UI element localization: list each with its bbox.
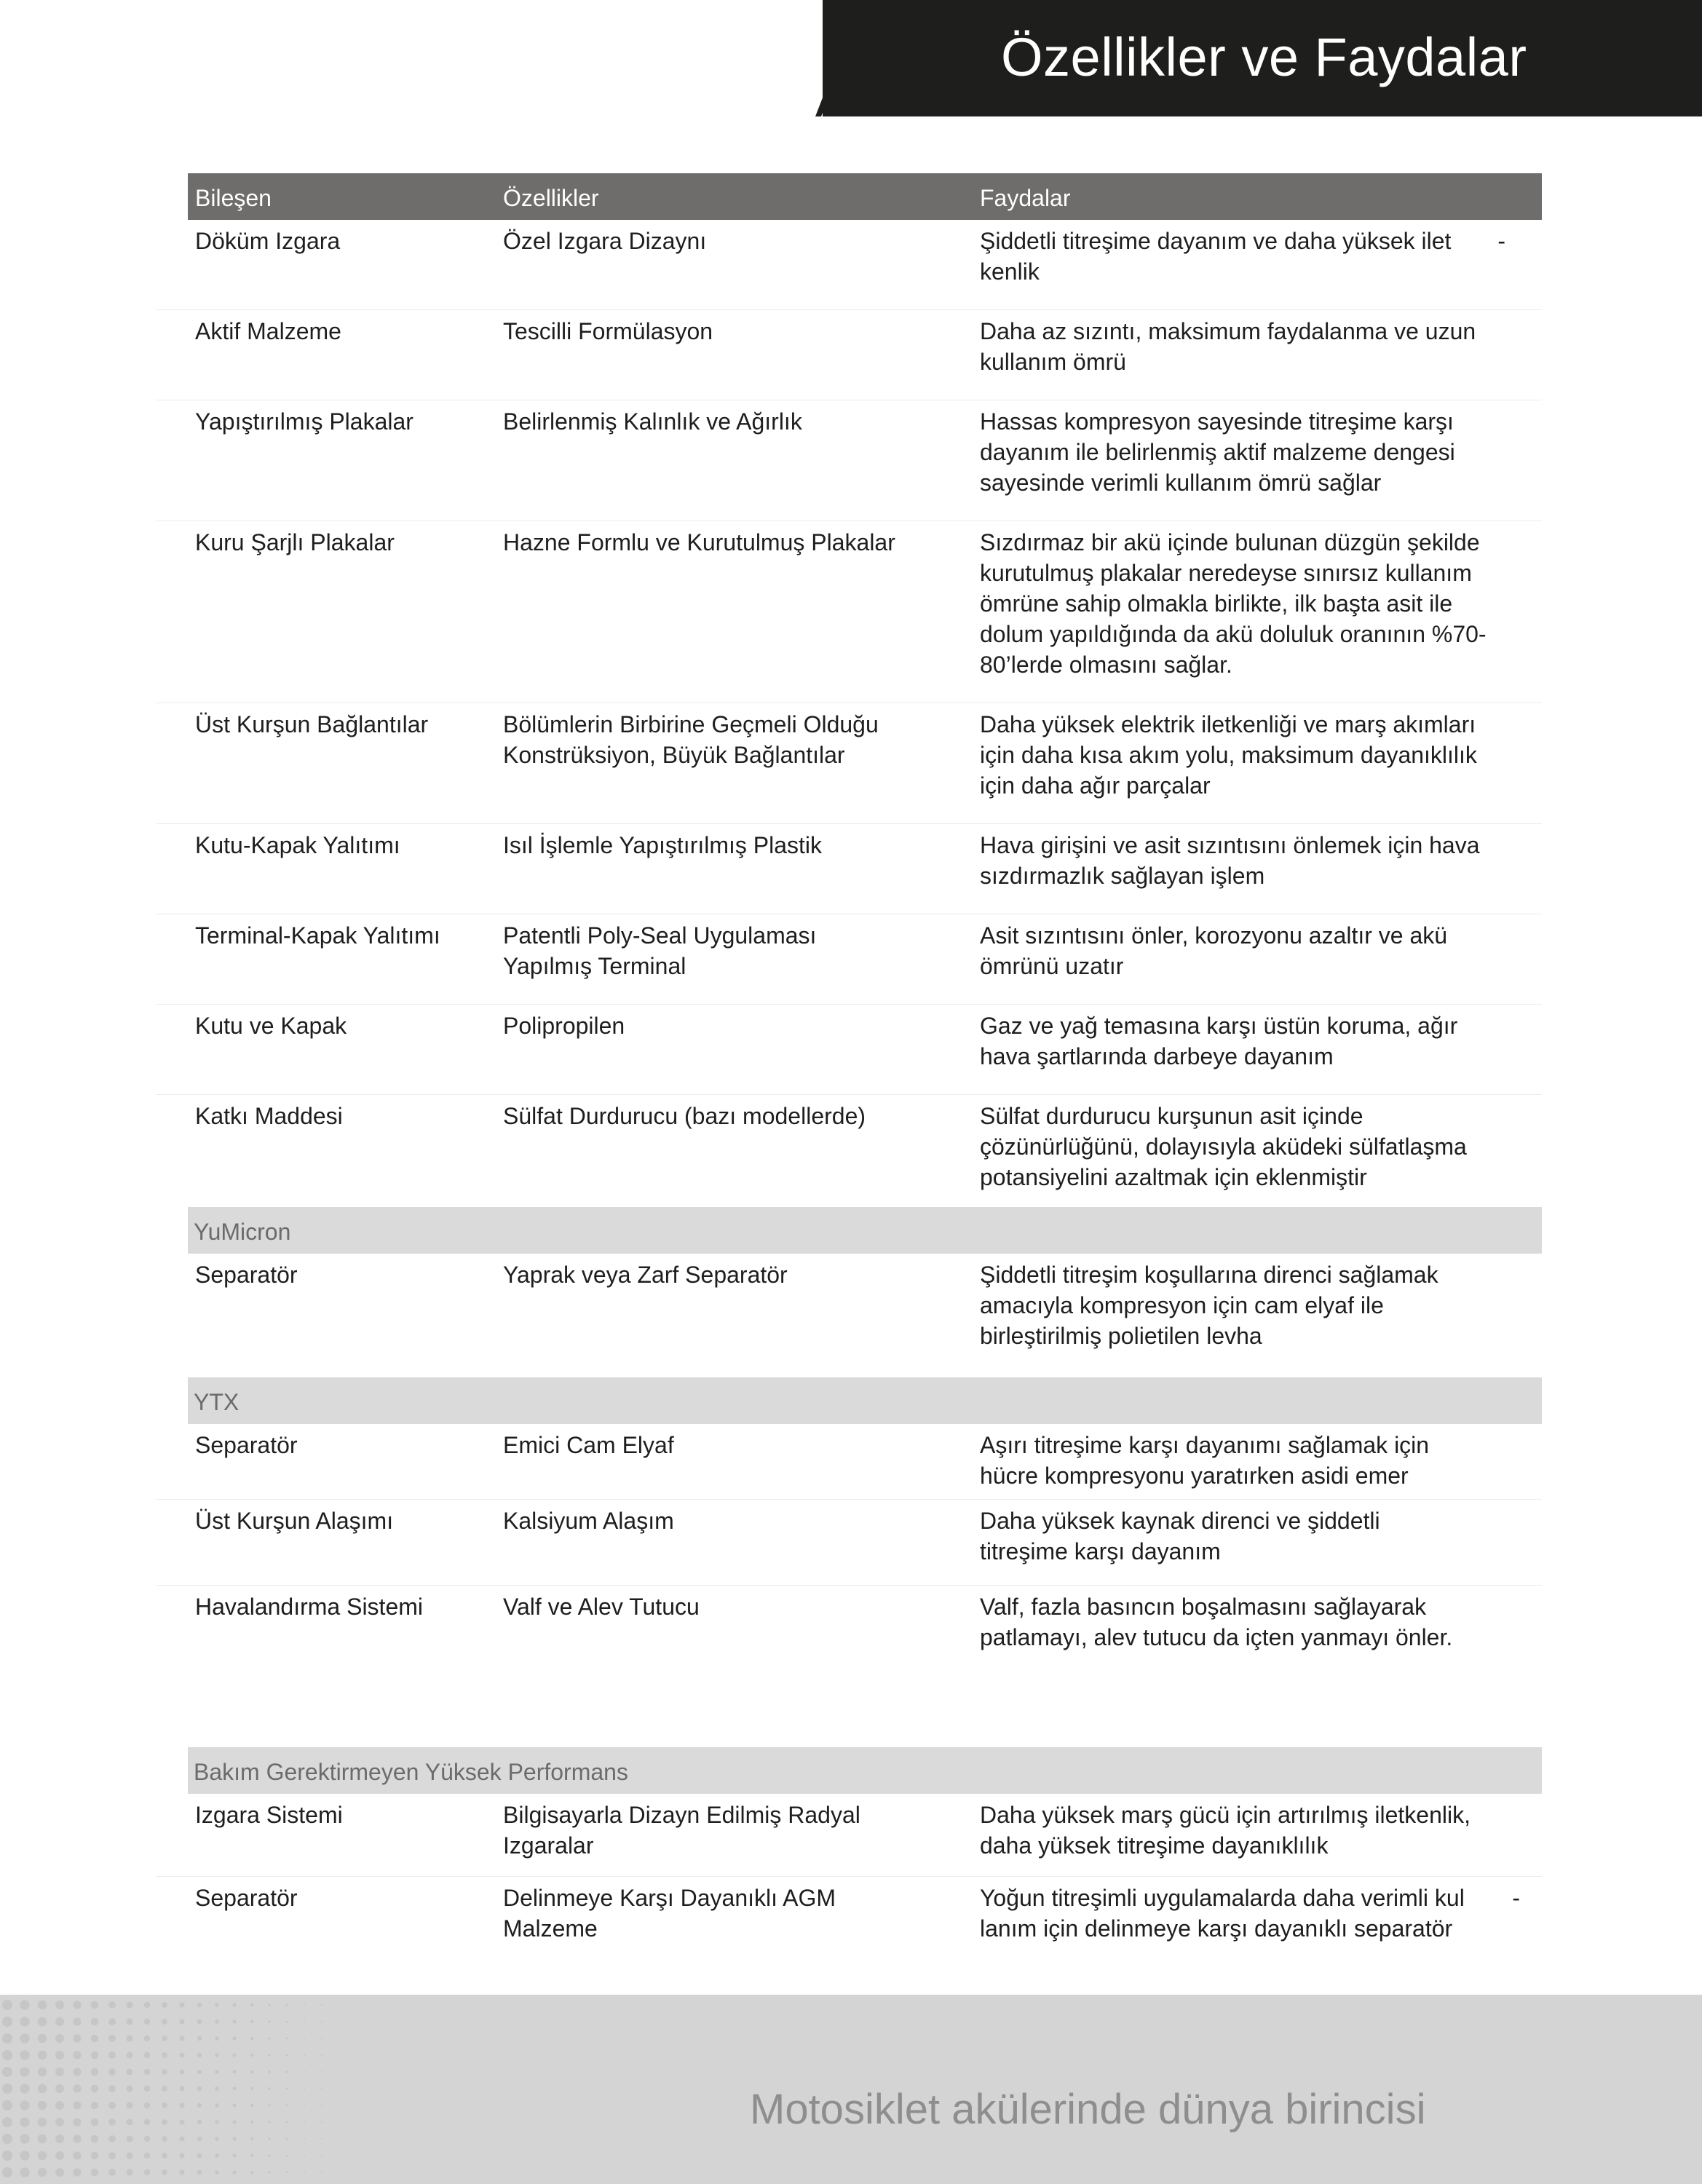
footer-tagline: Motosiklet akülerinde dünya birincisi	[750, 2086, 1426, 2133]
dot	[250, 2104, 253, 2107]
component-cell: Separatör	[195, 1885, 298, 1911]
dot	[197, 2120, 202, 2124]
table-row	[188, 1005, 1542, 1095]
dot	[20, 2033, 29, 2043]
feature-cell: Emici Cam Elyaf	[503, 1432, 674, 1458]
component-cell: Terminal-Kapak Yalıtımı	[195, 922, 440, 949]
dot	[321, 2071, 322, 2073]
benefit-cell: Şiddetli titreşime dayanım ve daha yüksek ilet kenlik	[980, 228, 1452, 285]
dot	[73, 2051, 81, 2059]
dot	[55, 2151, 64, 2160]
dot	[215, 2070, 219, 2074]
dot	[180, 2153, 185, 2159]
feature-cell: Yaprak veya Zarf Separatör	[503, 1262, 788, 1288]
dot	[321, 2021, 322, 2022]
dot	[108, 2052, 116, 2059]
dot	[73, 2034, 81, 2042]
dot	[304, 2071, 305, 2073]
dot	[268, 2037, 271, 2040]
dot	[250, 2171, 253, 2174]
dot	[304, 2021, 305, 2022]
benefit-cell: Sülfat durdurucu kurşunun asit içinde çözünürlüğünü, dolayısıyla aküdeki sülfatlaşma potansiyelini azaltmak için eklenmiştir	[980, 1103, 1467, 1190]
component-cell: Yapıştırılmış Plakalar	[195, 408, 413, 435]
dot	[126, 2118, 132, 2125]
section-title: YTX	[194, 1389, 240, 1415]
section-title: Bakım Gerektirmeyen Yüksek Performans	[194, 1759, 628, 1785]
dot	[162, 2086, 167, 2092]
table-row	[188, 220, 1542, 310]
section-title: YuMicron	[194, 1219, 291, 1245]
dot	[268, 2054, 271, 2057]
dot	[2, 2117, 12, 2127]
table-row	[188, 703, 1542, 824]
dot	[20, 2084, 29, 2093]
dot	[126, 2169, 132, 2175]
dot	[73, 2151, 81, 2159]
table-row	[188, 824, 1542, 914]
dot	[91, 2169, 99, 2177]
dot	[180, 2103, 185, 2108]
dot	[304, 2172, 305, 2173]
benefit-cell: Daha yüksek marş gücü için artırılmış iletkenlik, daha yüksek titreşime dayanıklılık	[980, 1802, 1471, 1859]
dot	[91, 2052, 99, 2060]
table-row	[188, 310, 1542, 400]
stripes-decoration	[815, 0, 990, 116]
dot	[126, 2068, 132, 2075]
dot	[126, 2152, 132, 2159]
dot	[304, 2088, 305, 2089]
dot	[215, 2003, 219, 2007]
dot	[304, 2004, 305, 2006]
dot	[38, 2068, 47, 2077]
column-header-component: Bileşen	[195, 185, 272, 211]
dot	[55, 2084, 64, 2093]
dot	[91, 2035, 99, 2043]
dot	[126, 2052, 132, 2058]
dot	[233, 2137, 237, 2141]
dot	[180, 2003, 185, 2008]
dot	[321, 2172, 322, 2173]
dot	[55, 2017, 64, 2026]
dot	[215, 2086, 219, 2091]
dot	[162, 2102, 167, 2108]
dot	[55, 2051, 64, 2060]
dot	[250, 2087, 253, 2090]
dot	[321, 2004, 322, 2006]
dot	[180, 2036, 185, 2041]
feature-cell: Patentli Poly-Seal Uygulaması Yapılmış Terminal	[503, 922, 817, 979]
dot	[2, 2151, 12, 2161]
dot	[38, 2101, 47, 2110]
table-row	[188, 1500, 1542, 1586]
dot	[304, 2054, 305, 2056]
dot	[197, 2070, 202, 2074]
dot	[144, 2086, 150, 2092]
dot	[91, 2085, 99, 2093]
dot	[55, 2068, 64, 2076]
dot	[2, 2167, 12, 2177]
dot	[20, 2100, 29, 2110]
dot	[144, 2136, 150, 2142]
dot	[91, 2018, 99, 2026]
dot	[250, 2070, 253, 2073]
dot	[180, 2120, 185, 2125]
dot	[215, 2103, 219, 2108]
dot	[233, 2054, 237, 2057]
dot	[286, 2054, 288, 2057]
dot	[180, 2137, 185, 2142]
dot	[126, 2018, 132, 2025]
dot	[321, 2054, 322, 2056]
dot	[126, 2102, 132, 2108]
dot	[180, 2070, 185, 2075]
component-cell: Separatör	[195, 1432, 298, 1458]
dot	[250, 2154, 253, 2157]
dot	[233, 2003, 237, 2007]
dot	[20, 2151, 29, 2160]
dot	[180, 2086, 185, 2092]
dot	[73, 2168, 81, 2176]
dot	[162, 2153, 167, 2159]
dot	[215, 2153, 219, 2158]
feature-cell: Kalsiyum Alaşım	[503, 1508, 674, 1534]
benefit-cell: Yoğun titreşimli uygulamalarda daha verimli kul lanım için delinmeye karşı dayanıklı separatör	[980, 1885, 1465, 1942]
dot	[126, 2035, 132, 2041]
dot	[91, 2001, 99, 2009]
dot	[233, 2020, 237, 2024]
dot	[55, 2168, 64, 2177]
table-row	[188, 1794, 1542, 1877]
dot	[321, 2038, 322, 2039]
dot	[91, 2118, 99, 2126]
dot	[20, 2017, 29, 2026]
dot	[197, 2086, 202, 2091]
dot	[38, 2084, 47, 2094]
dot	[144, 2119, 150, 2125]
component-cell: Kutu ve Kapak	[195, 1013, 347, 1039]
dot	[286, 2038, 288, 2040]
dot	[2, 2017, 12, 2027]
table-row	[188, 1095, 1542, 1207]
benefit-cell: Aşırı titreşime karşı dayanımı sağlamak için hücre kompresyonu yaratırken asidi emer	[980, 1432, 1430, 1489]
dot	[215, 2053, 219, 2057]
dot	[304, 2105, 305, 2106]
dot	[162, 2019, 167, 2025]
dot	[55, 2001, 64, 2009]
dot	[250, 2020, 253, 2023]
dot	[38, 2151, 47, 2161]
dot	[321, 2121, 322, 2123]
dot	[91, 2068, 99, 2076]
dot	[38, 2017, 47, 2027]
dot	[180, 2170, 185, 2175]
dot	[268, 2070, 271, 2073]
dot	[108, 2169, 116, 2176]
dot	[215, 2019, 219, 2024]
benefit-cell: Asit sızıntısını önler, korozyonu azaltır ve akü ömrünü uzatır	[980, 922, 1448, 979]
dot	[108, 2102, 116, 2109]
table-row	[188, 400, 1542, 521]
component-cell: Katkı Maddesi	[195, 1103, 343, 1129]
dot	[73, 2068, 81, 2076]
table-row	[188, 914, 1542, 1005]
features-table	[188, 173, 1542, 1964]
dot	[321, 2088, 322, 2089]
benefit-cell: Gaz ve yağ temasına karşı üstün koruma, ağır hava şartlarında darbeye dayanım	[980, 1013, 1458, 1069]
component-cell: Separatör	[195, 1262, 298, 1288]
dot	[144, 2102, 150, 2108]
dot	[20, 2050, 29, 2060]
dot	[108, 2135, 116, 2143]
feature-cell: Tescilli Formülasyon	[503, 318, 713, 344]
dot	[215, 2036, 219, 2041]
dot	[268, 2154, 271, 2157]
feature-cell: Polipropilen	[503, 1013, 625, 1039]
dot	[268, 2003, 271, 2006]
dot	[126, 2085, 132, 2092]
component-cell: Üst Kurşun Bağlantılar	[195, 711, 429, 737]
dot	[286, 2138, 288, 2140]
benefit-cell: Daha yüksek elektrik iletkenliği ve marş akımları için daha kısa akım yolu, maksimum dayanıklılık için daha ağır parçalar	[980, 711, 1477, 799]
dot	[162, 2119, 167, 2125]
dot	[20, 2117, 29, 2126]
section-header-maintenance-free	[188, 1747, 1542, 1794]
dot	[2, 2033, 12, 2043]
dot	[2, 2050, 12, 2060]
dot	[144, 2069, 150, 2075]
dot	[197, 2019, 202, 2024]
dot	[215, 2120, 219, 2124]
column-header-feature: Özellikler	[503, 185, 599, 211]
dot	[73, 2134, 81, 2143]
dot	[268, 2121, 271, 2124]
dot	[180, 2019, 185, 2025]
dot	[108, 2085, 116, 2092]
dot	[233, 2070, 237, 2074]
dot	[38, 2118, 47, 2127]
dot	[250, 2003, 253, 2006]
dot	[38, 2034, 47, 2043]
column-header-benefit: Faydalar	[980, 185, 1071, 211]
benefit-cell: Hassas kompresyon sayesinde titreşime karşı dayanım ile belirlenmiş aktif malzeme dengesi sayesinde verimli kullanım ömrü sağlar	[980, 408, 1455, 496]
dot	[38, 2168, 47, 2177]
dot	[215, 2137, 219, 2141]
dot	[55, 2118, 64, 2126]
table-header	[188, 173, 1542, 220]
dot	[250, 2054, 253, 2057]
dot	[215, 2170, 219, 2175]
dot	[108, 2001, 116, 2009]
hyphen-mark: -	[1512, 1885, 1520, 1911]
table-row	[188, 521, 1542, 703]
dot	[304, 2155, 305, 2156]
dot	[268, 2137, 271, 2140]
dot	[144, 2052, 150, 2058]
dot	[73, 2084, 81, 2092]
feature-cell: Bilgisayarla Dizayn Edilmiş Radyal Izgaralar	[503, 1802, 860, 1859]
dot	[91, 2152, 99, 2160]
dot	[38, 2134, 47, 2144]
dot	[250, 2037, 253, 2040]
dot	[286, 2071, 288, 2073]
dot	[144, 2035, 150, 2041]
dot	[162, 2035, 167, 2041]
dot	[286, 2021, 288, 2023]
feature-cell: Isıl İşlemle Yapıştırılmış Plastik	[503, 832, 823, 858]
benefit-cell: Hava girişini ve asit sızıntısını önlemek için hava sızdırmazlık sağlayan işlem	[980, 832, 1480, 889]
feature-cell: Delinmeye Karşı Dayanıklı AGM Malzeme	[503, 1885, 836, 1942]
dot	[144, 2019, 150, 2025]
feature-cell: Sülfat Durdurucu (bazı modellerde)	[503, 1103, 866, 1129]
benefit-cell: Valf, fazla basıncın boşalmasını sağlayarak patlamayı, alev tutucu da içten yanmayı önler.	[980, 1594, 1453, 1650]
dot	[108, 2035, 116, 2042]
dot	[197, 2053, 202, 2057]
dot	[233, 2154, 237, 2158]
hyphen-mark: -	[1497, 228, 1505, 254]
dot	[162, 2002, 167, 2008]
component-cell: Izgara Sistemi	[195, 1802, 343, 1828]
dot	[162, 2052, 167, 2058]
dot	[180, 2053, 185, 2058]
dot	[20, 2134, 29, 2143]
dot	[197, 2103, 202, 2108]
dot	[38, 2001, 47, 2010]
feature-cell: Özel Izgara Dizaynı	[503, 228, 707, 254]
dot	[73, 2118, 81, 2126]
dot	[108, 2118, 116, 2126]
dot	[197, 2153, 202, 2158]
dot	[268, 2171, 271, 2174]
dot	[286, 2088, 288, 2090]
component-cell: Üst Kurşun Alaşımı	[195, 1508, 394, 1534]
dot	[108, 2152, 116, 2159]
dot	[197, 2003, 202, 2007]
dot	[126, 2001, 132, 2008]
dot	[268, 2087, 271, 2090]
dot	[250, 2137, 253, 2140]
benefit-cell: Daha az sızıntı, maksimum faydalanma ve uzun kullanım ömrü	[980, 318, 1476, 375]
dot	[2, 2100, 12, 2110]
dot	[268, 2104, 271, 2107]
feature-cell: Bölümlerin Birbirine Geçmeli Olduğu Konstrüksiyon, Büyük Bağlantılar	[503, 711, 879, 768]
dot	[268, 2020, 271, 2023]
dot	[197, 2170, 202, 2175]
dot	[2, 2067, 12, 2077]
dot	[321, 2138, 322, 2140]
dot	[108, 2068, 116, 2076]
dot	[2, 2134, 12, 2144]
dot	[162, 2069, 167, 2075]
dot	[233, 2171, 237, 2175]
dot	[304, 2138, 305, 2140]
dot	[38, 2051, 47, 2060]
feature-cell: Belirlenmiş Kalınlık ve Ağırlık	[503, 408, 802, 435]
dot	[286, 2105, 288, 2107]
dot	[286, 2121, 288, 2124]
component-cell: Havalandırma Sistemi	[195, 1594, 423, 1620]
dot	[250, 2121, 253, 2124]
dot	[144, 2153, 150, 2159]
dot	[233, 2104, 237, 2108]
component-cell: Döküm Izgara	[195, 228, 341, 254]
dot	[73, 2001, 81, 2009]
dot	[55, 2101, 64, 2110]
dot	[233, 2087, 237, 2091]
dot	[321, 2155, 322, 2156]
dot	[304, 2038, 305, 2039]
dot	[286, 2155, 288, 2157]
feature-cell: Valf ve Alev Tutucu	[503, 1594, 700, 1620]
benefit-cell: Şiddetli titreşim koşullarına direnci sağlamak amacıyla kompresyon için cam elyaf ile birleştirilmiş polietilen levha	[980, 1262, 1438, 1349]
dot	[2, 2000, 12, 2010]
dot	[162, 2136, 167, 2142]
component-cell: Kutu-Kapak Yalıtımı	[195, 832, 400, 858]
table-row	[188, 1254, 1542, 1377]
dot	[20, 2067, 29, 2076]
dot	[162, 2169, 167, 2175]
component-cell: Kuru Şarjlı Plakalar	[195, 529, 395, 555]
dot-pattern-decoration	[0, 1995, 342, 2184]
dot	[233, 2121, 237, 2124]
table-row	[188, 1877, 1542, 1964]
dot	[20, 2167, 29, 2177]
feature-cell: Hazne Formlu ve Kurutulmuş Plakalar	[503, 529, 895, 555]
dot	[108, 2018, 116, 2025]
page-title: Özellikler ve Faydalar	[1001, 27, 1527, 87]
section-header-yumicron	[188, 1207, 1542, 1254]
dot	[2, 2084, 12, 2094]
dot	[55, 2034, 64, 2043]
dot	[91, 2102, 99, 2110]
dot	[286, 2004, 288, 2006]
dot	[73, 2017, 81, 2025]
benefit-cell: Sızdırmaz bir akü içinde bulunan düzgün şekilde kurutulmuş plakalar neredeyse sınırsız kullanım ömrüne sahip olmakla birlikte, ilk başta asit ile dolum yapıldığında da akü doluluk oranının %70- 80’lerde olmasını sağlar.	[980, 529, 1487, 678]
dot	[20, 2000, 29, 2009]
dot	[321, 2105, 322, 2106]
table-row	[188, 1586, 1542, 1747]
dot	[304, 2121, 305, 2123]
component-cell: Aktif Malzeme	[195, 318, 341, 344]
dot	[233, 2037, 237, 2041]
benefit-cell: Daha yüksek kaynak direnci ve şiddetli titreşime karşı dayanım	[980, 1508, 1380, 1564]
dot	[144, 2002, 150, 2008]
dot	[126, 2135, 132, 2142]
dot	[197, 2036, 202, 2041]
dot	[197, 2137, 202, 2141]
table-row	[188, 1424, 1542, 1500]
dot	[55, 2134, 64, 2143]
dot	[73, 2101, 81, 2109]
dot	[286, 2172, 288, 2174]
section-header-ytx	[188, 1377, 1542, 1424]
dot	[144, 2169, 150, 2175]
dot	[91, 2135, 99, 2143]
